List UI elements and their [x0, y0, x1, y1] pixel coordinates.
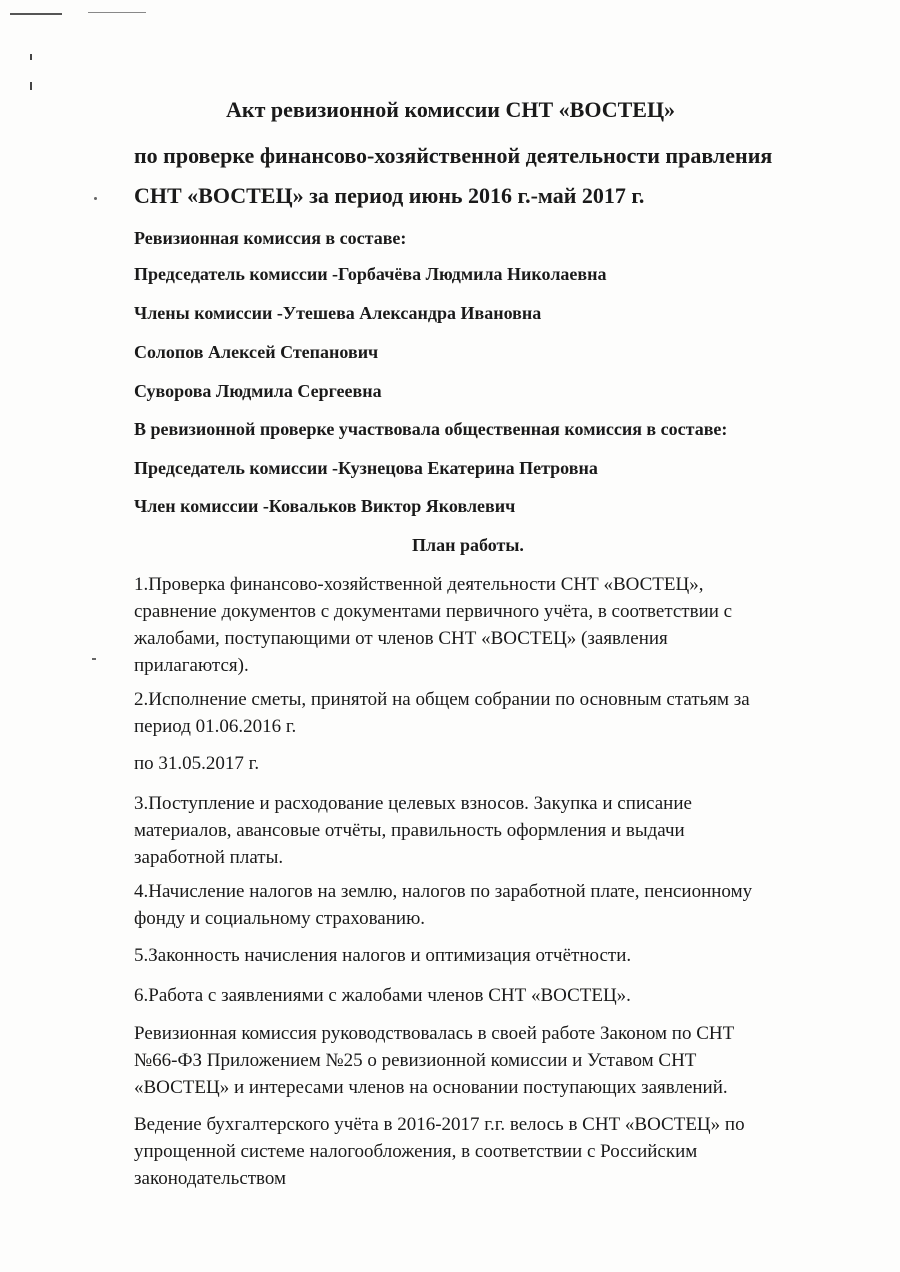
paragraph-line: Ревизионная комиссия руководствовалась в своей работе Законом по СНТ: [134, 1023, 735, 1044]
document-subtitle-line2: СНТ «ВОСТЕЦ» за период июнь 2016 г.-май 2017 г.: [134, 183, 645, 208]
commission-chair: Председатель комиссии -Горбачёва Людмила Николаевна: [134, 264, 607, 284]
plan-item-line: жалобами, поступающими от членов СНТ «ВОСТЕЦ» (заявления: [134, 628, 668, 649]
scan-artifact-dot: [92, 658, 96, 660]
accounting-paragraph: [134, 1111, 745, 1192]
paragraph-line: Ведение бухгалтерского учёта в 2016-2017 г.г. велось в СНТ «ВОСТЕЦ» по: [134, 1114, 745, 1135]
plan-item-line: заработной платы.: [134, 847, 284, 868]
plan-item-line: период 01.06.2016 г.: [134, 716, 297, 737]
commission-intro: Ревизионная комиссия в составе:: [134, 228, 407, 248]
document-title: Акт ревизионной комиссии СНТ «ВОСТЕЦ»: [226, 97, 676, 122]
scan-artifact-mark: [30, 54, 32, 60]
plan-item-line: фонду и социальному страхованию.: [134, 908, 426, 929]
plan-item-4: [134, 878, 752, 932]
commission-member: Солопов Алексей Степанович: [134, 342, 379, 362]
paragraph-line: №66-ФЗ Приложением №25 о ревизионной комиссии и Уставом СНТ: [134, 1050, 697, 1071]
plan-item-line: 4.Начисление налогов на землю, налогов по заработной плате, пенсионному: [134, 881, 753, 902]
plan-item-5: 5.Законность начисления налогов и оптимизация отчётности.: [134, 945, 632, 966]
scan-artifact-mark: [30, 82, 32, 90]
document-subtitle-line1: по проверке финансово-хозяйственной деятельности правления: [134, 143, 773, 168]
public-commission-member: Член комиссии -Ковальков Виктор Яковлевич: [134, 496, 516, 516]
plan-item-2: [134, 686, 750, 740]
plan-item-line: 1.Проверка финансово-хозяйственной деятельности СНТ «ВОСТЕЦ»,: [134, 574, 704, 595]
paragraph-line: упрощенной системе налогообложения, в соответствии с Российским: [134, 1141, 698, 1162]
plan-item-6: 6.Работа с заявлениями с жалобами членов СНТ «ВОСТЕЦ».: [134, 985, 631, 1006]
plan-item-2-continuation: по 31.05.2017 г.: [134, 753, 260, 774]
scan-artifact-dot: [94, 197, 97, 200]
scan-artifact-line: [10, 13, 62, 15]
plan-item-3: [134, 790, 692, 871]
plan-item-line: прилагаются).: [134, 655, 249, 676]
plan-item-1: [134, 571, 732, 679]
plan-item-line: 2.Исполнение сметы, принятой на общем собрании по основным статьям за: [134, 689, 750, 710]
plan-heading: План работы.: [412, 535, 524, 555]
plan-item-line: 3.Поступление и расходование целевых взносов. Закупка и списание: [134, 793, 692, 814]
plan-item-line: материалов, авансовые отчёты, правильность оформления и выдачи: [134, 820, 685, 841]
commission-members: Члены комиссии -Утешева Александра Ивановна: [134, 303, 542, 323]
public-commission-chair: Председатель комиссии -Кузнецова Екатерина Петровна: [134, 458, 598, 478]
paragraph-line: законодательством: [134, 1168, 287, 1189]
paragraph-line: «ВОСТЕЦ» и интересами членов на основании поступающих заявлений.: [134, 1077, 728, 1098]
scan-artifact-line: [88, 12, 146, 13]
public-commission-intro: В ревизионной проверке участвовала общественная комиссия в составе:: [134, 419, 728, 439]
plan-item-line: сравнение документов с документами первичного учёта, в соответствии с: [134, 601, 733, 622]
basis-paragraph: [134, 1020, 734, 1101]
commission-member: Суворова Людмила Сергеевна: [134, 381, 382, 401]
